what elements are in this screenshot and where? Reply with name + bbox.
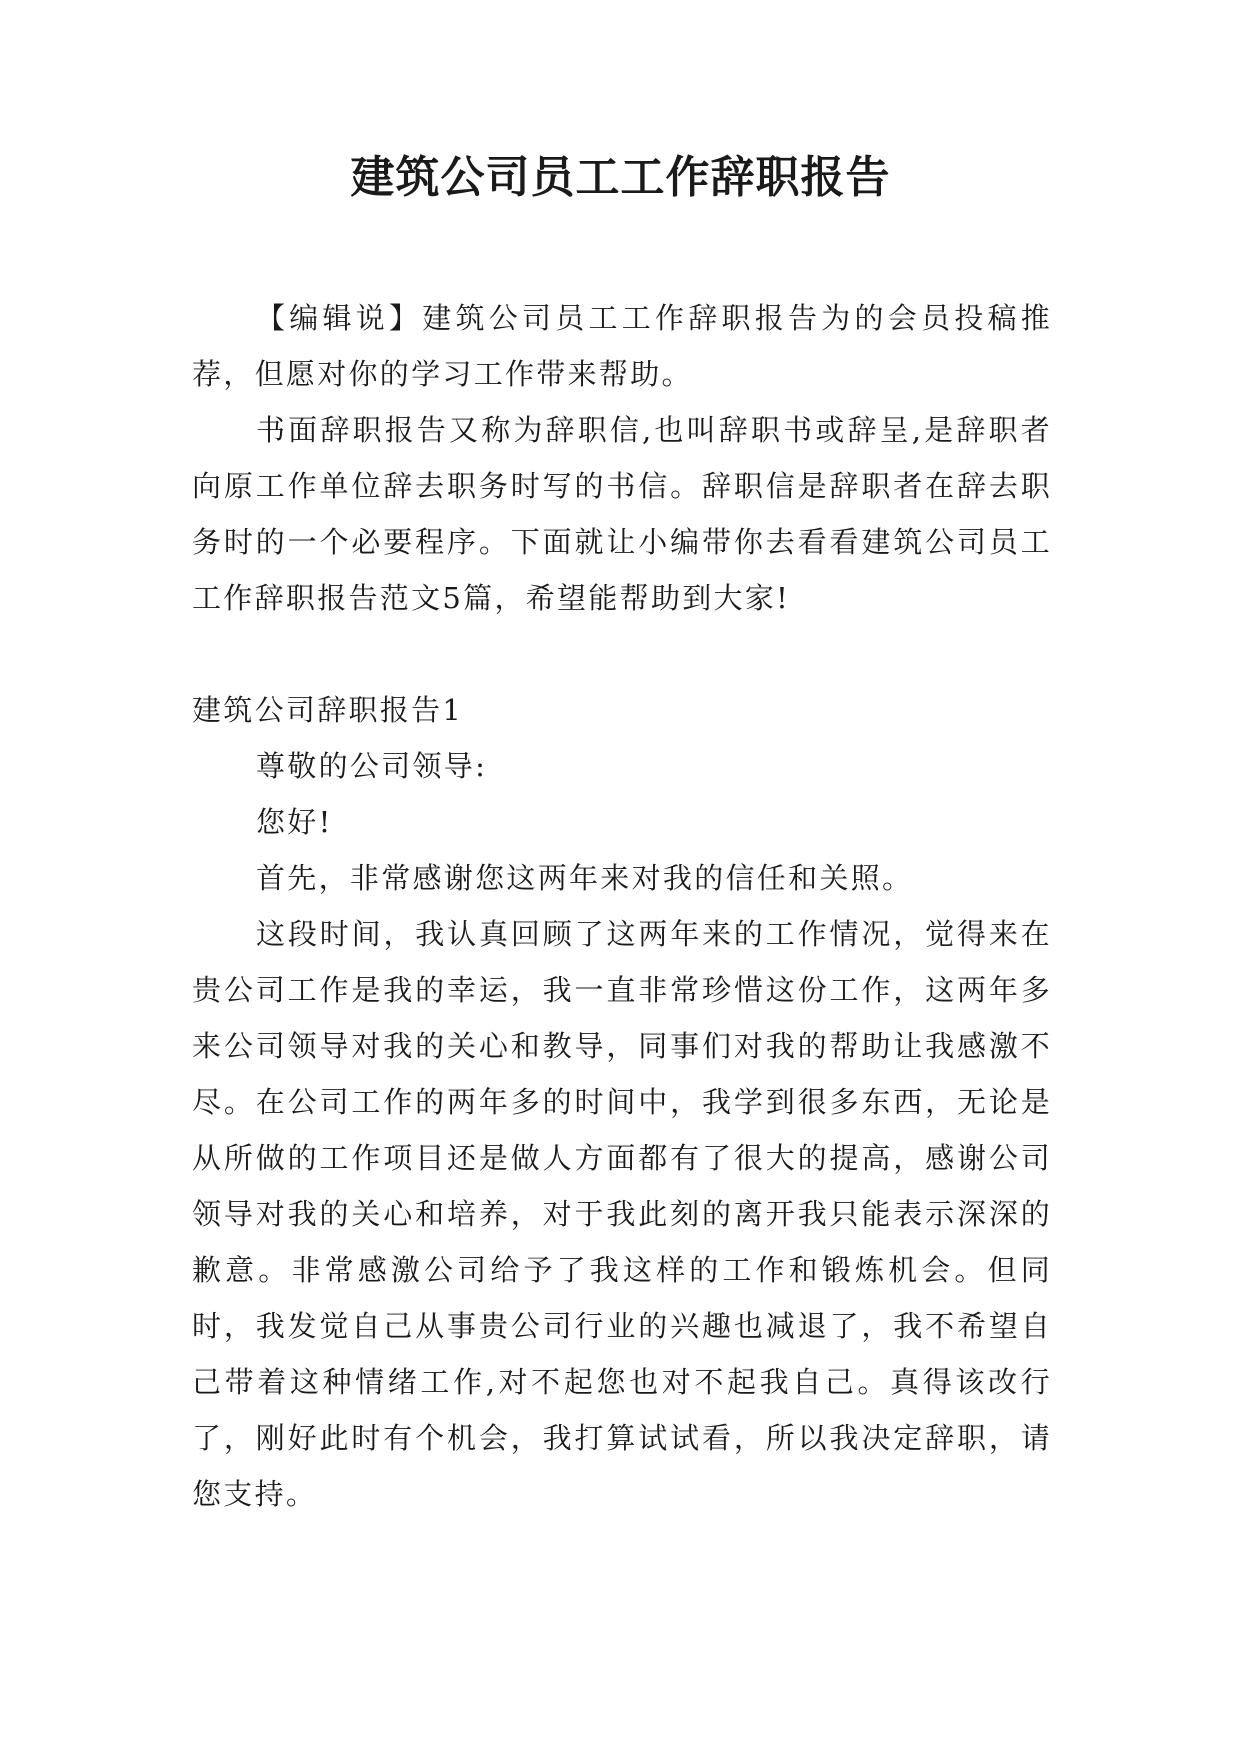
document-body	[192, 290, 1052, 1522]
document-title: 建筑公司员工工作辞职报告	[350, 152, 891, 203]
section-heading: 建筑公司辞职报告1	[192, 693, 464, 727]
editor-intro-paragraph: 【编辑说】建筑公司员工工作辞职报告为的会员投稿推荐，但愿对你的学习工作带来帮助。	[192, 301, 1052, 391]
salutation: 尊敬的公司领导:	[256, 749, 488, 783]
thanks-paragraph: 首先，非常感谢您这两年来对我的信任和关照。	[256, 861, 914, 895]
main-paragraph: 这段时间，我认真回顾了这两年来的工作情况，觉得来在贵公司工作是我的幸运，我一直非常珍惜这份工作，这两年多来公司领导对我的关心和教导，同事们对我的帮助让我感激不尽。在公司工作的两年多的时间中，我学到很多东西，无论是从所做的工作项目还是做人方面都有了很大的提高，感谢公司领导对我的关心和培养，对于我此刻的离开我只能表示深深的歉意。非常感激公司给予了我这样的工作和锻炼机会。但同时，我发觉自己从事贵公司行业的兴趣也减退了，我不希望自己带着这种情绪工作,对不起您也对不起我自己。真得该改行了，刚好此时有个机会，我打算试试看，所以我决定辞职，请您支持。	[192, 917, 1052, 1511]
greeting: 您好!	[256, 805, 333, 839]
description-paragraph: 书面辞职报告又称为辞职信,也叫辞职书或辞呈,是辞职者向原工作单位辞去职务时写的书信。辞职信是辞职者在辞去职务时的一个必要程序。下面就让小编带你去看看建筑公司员工工作辞职报告范文5篇，希望能帮助到大家!	[192, 413, 1052, 615]
